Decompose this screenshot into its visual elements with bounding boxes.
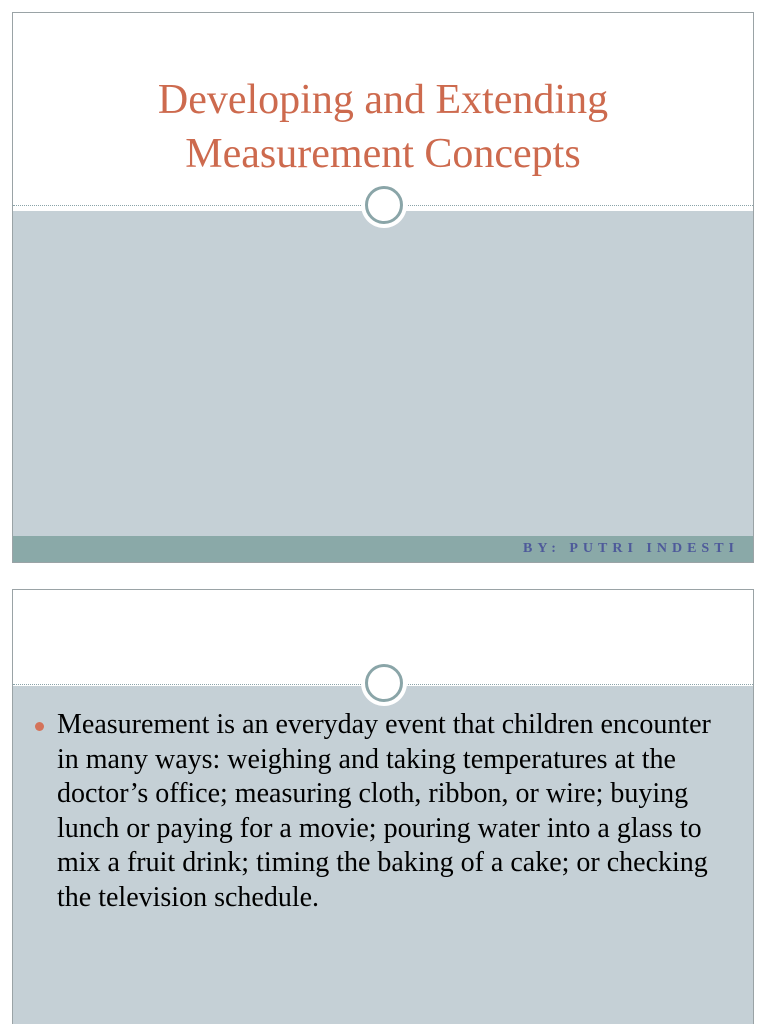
circle-ornament-icon	[361, 660, 407, 706]
bullet-text: Measurement is an everyday event that children encounter in many ways: weighing and taking temperatures at the doctor’s office; measuring cloth, ribbon, or wire; buying lunch or paying for a movie; pouring water into a glass to mix a fruit drink; timing the baking of a cake; or checking the television schedule.	[57, 709, 711, 913]
slide-title-line-2: Measurement Concepts	[185, 131, 581, 177]
circle-ornament-ring	[365, 664, 403, 702]
footer-band	[13, 536, 753, 562]
bullet-list	[35, 708, 735, 915]
slide-title-line-1: Developing and Extending	[157, 77, 609, 123]
circle-ornament-ring	[365, 186, 403, 224]
slide-body-area	[13, 211, 753, 562]
slide-title	[13, 73, 753, 181]
bullet-item	[35, 708, 735, 915]
title-slide	[12, 12, 754, 563]
author-byline: BY: PUTRI INDESTI	[523, 541, 739, 556]
circle-ornament-icon	[361, 182, 407, 228]
content-slide	[12, 589, 754, 1024]
bullet-dot-icon	[35, 722, 44, 731]
